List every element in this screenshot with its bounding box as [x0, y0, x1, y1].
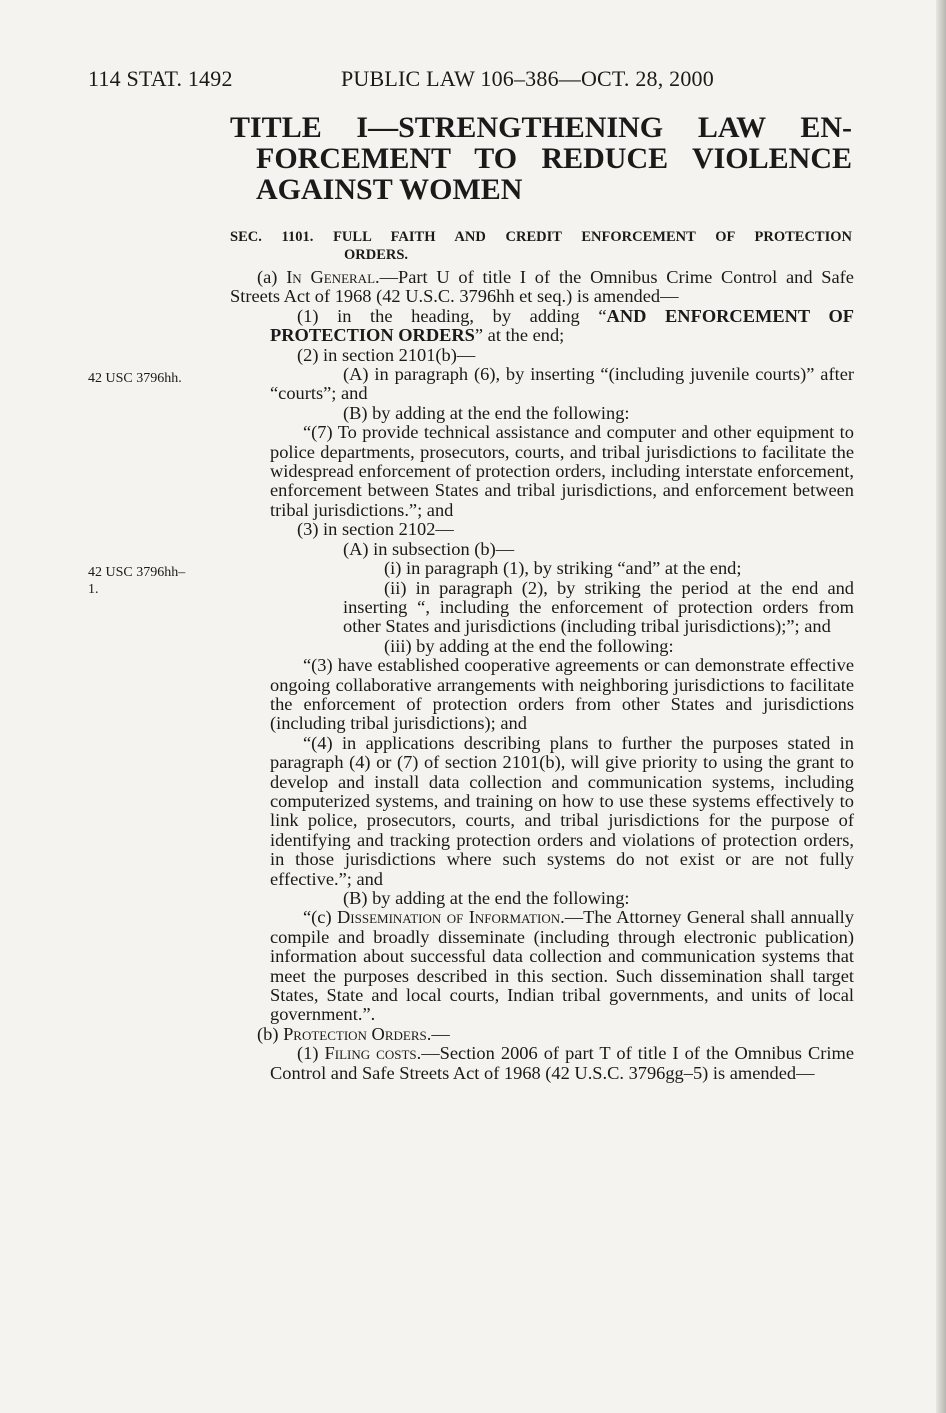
subparagraph-a-2-A: (A) in paragraph (6), by inserting “(including juvenile courts)” after “courts”; and	[270, 364, 854, 404]
paragraph-a-3: (3) in section 2102—	[297, 519, 454, 540]
margin-note-3796hh: 42 USC 3796hh.	[88, 371, 182, 386]
subsection-b-label: (b)	[257, 1023, 279, 1044]
title-line-2: FORCEMENT TO REDUCE VIOLENCE	[256, 142, 852, 175]
paragraph-a-1-bold: AND ENFORCEMENT OF PROTECTION ORDERS	[270, 305, 854, 346]
quoted-subsection-c-label: “(c)	[303, 907, 332, 928]
paragraph-a-2: (2) in section 2101(b)—	[297, 344, 476, 365]
clause-a-3-A-ii: (ii) in paragraph (2), by striking the period at the end and inserting “, including the enforcement of protection orders from other States and jurisdictions (including tribal jurisdictions);”; and	[343, 577, 854, 637]
title-line-3: AGAINST WOMEN	[256, 173, 523, 206]
body-text	[230, 268, 854, 1083]
section-heading	[230, 228, 852, 264]
paragraph-b-1	[230, 1044, 854, 1083]
subsection-a	[230, 268, 854, 307]
subsection-b-heading: Protection Orders	[283, 1023, 427, 1044]
quoted-paragraph-7: “(7) To provide technical assistance and computer and other equipment to police departments, prosecutors, courts, and tribal jurisdictions to facilitate the widespread enforcement of protection orders, including interstate enforcement, enforcement between States and tribal jurisdictions, and enforcement between tribal jurisdictions.”; and	[270, 422, 854, 520]
quoted-subsection-c-text: .—The Attorney General shall annually compile and broadly disseminate (including through electronic publication) information about successful data collection and communication systems that meet the purposes described in this section. Such dissemination shall target States, State and local courts, Indian tribal governments, and units of local government.”.	[270, 907, 854, 1025]
quoted-paragraph-3: “(3) have established cooperative agreements or can demonstrate effective ongoing collaborative arrangements with neighboring jurisdictions to facilitate the enforcement of protection orders from other States and jurisdictions (including tribal jurisdictions); and	[270, 655, 854, 734]
subsection-b	[230, 1025, 854, 1044]
clause-a-3-A-i: (i) in paragraph (1), by striking “and” at the end;	[384, 558, 742, 579]
subsection-a-label: (a)	[257, 267, 278, 287]
page-edge	[936, 0, 946, 1413]
paragraph-b-1-label: (1)	[297, 1043, 319, 1064]
subsection-a-text: .—Part U of title I of the Omnibus Crime Control and Safe Streets Act of 1968 (42 U.S.C. 3796hh et seq.) is amended—	[230, 267, 854, 307]
clause-a-3-A-iii: (iii) by adding at the end the following:	[384, 635, 674, 656]
title-heading	[230, 112, 852, 205]
quoted-subsection-c	[230, 908, 854, 1024]
subparagraph-a-3-B: (B) by adding at the end the following:	[343, 888, 630, 908]
title-line-1: TITLE I—STRENGTHENING LAW EN-	[230, 111, 852, 144]
paragraph-b-1-heading: Filing costs	[324, 1043, 417, 1064]
section-heading-line-1: SEC. 1101. FULL FAITH AND CREDIT ENFORCEMENT OF PROTECTION	[230, 229, 852, 245]
subparagraph-a-3-A: (A) in subsection (b)—	[343, 538, 515, 559]
section-heading-line-2: ORDERS.	[344, 247, 409, 263]
subsection-b-dash: .—	[426, 1023, 450, 1044]
margin-note-3796hh-1-line-2: 1.	[88, 582, 99, 597]
stat-page-number: 114 STAT. 1492	[88, 66, 233, 91]
subsection-a-heading: In General	[286, 267, 376, 287]
margin-note-3796hh-1	[88, 564, 218, 598]
public-law-citation: PUBLIC LAW 106–386—OCT. 28, 2000	[341, 66, 714, 91]
subparagraph-a-2-B: (B) by adding at the end the following:	[343, 402, 630, 423]
quoted-subsection-c-heading: Dissemination of Information	[337, 907, 561, 928]
quoted-paragraph-4: “(4) in applications describing plans to further the purposes stated in paragraph (4) or (7) of section 2101(b), will give priority to using the grant to develop and install data collection and communication systems, including computerized systems, and training on how to use these systems effectively to link police, prosecutors, courts, and tribal jurisdictions for the purpose of identifying and tracking protection orders and violations of protection orders, in those jurisdictions where such systems do not exist or are not fully effective.”; and	[270, 732, 854, 889]
margin-note-3796hh-1-line-1: 42 USC 3796hh–	[88, 565, 186, 580]
paragraph-a-1	[230, 307, 854, 346]
paragraph-a-1-pre: (1) in the heading, by adding “	[297, 305, 607, 326]
paragraph-a-1-post: ” at the end;	[474, 325, 565, 346]
paragraph-b-1-text: .—Section 2006 of part T of title I of the Omnibus Crime Control and Safe Streets Act of 1968 (42 U.S.C. 3796gg–5) is amended—	[270, 1043, 854, 1083]
